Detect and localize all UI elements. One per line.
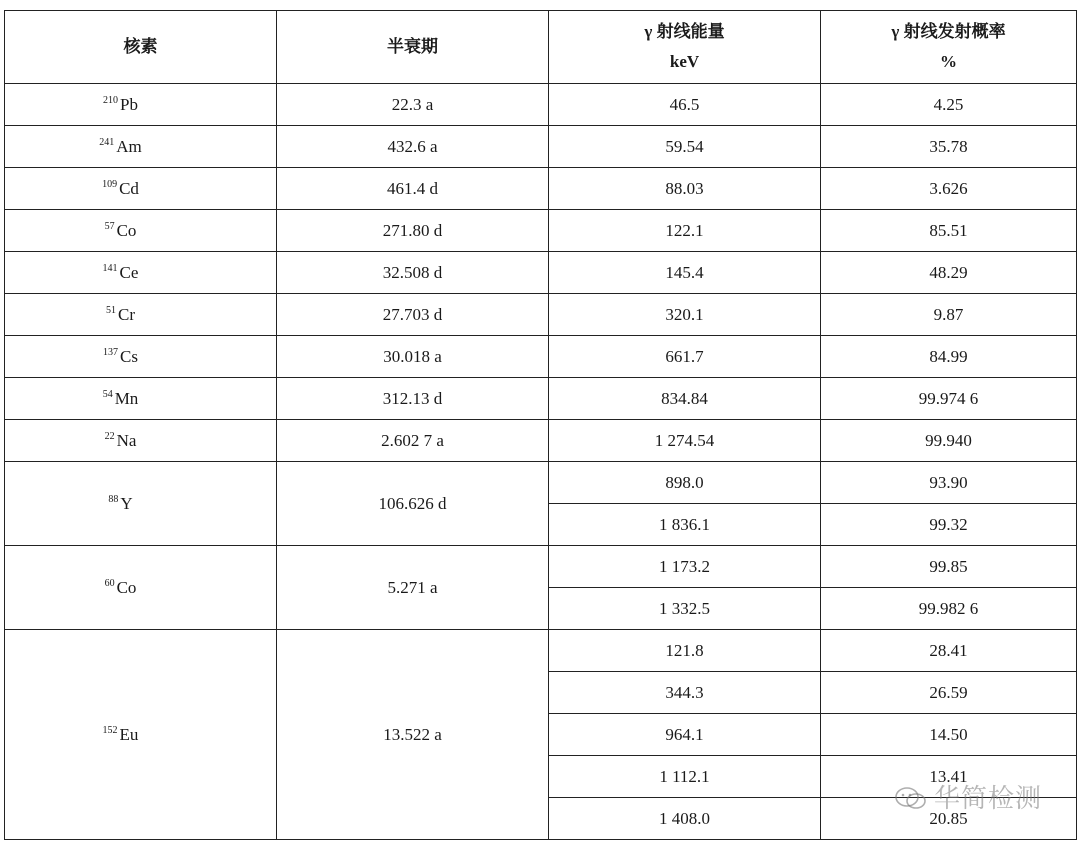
table-row <box>5 294 1077 336</box>
energy-cell: 1 112.1 <box>549 756 821 798</box>
header-gamma-energy-unit: keV <box>669 52 700 71</box>
half-life-cell: 5.271 a <box>277 546 549 630</box>
header-half-life: 半衰期 <box>277 11 549 84</box>
probability-cell: 4.25 <box>821 84 1077 126</box>
nuclide-cell <box>5 378 277 420</box>
table-row <box>5 252 1077 294</box>
half-life-cell: 32.508 d <box>277 252 549 294</box>
probability-cell: 99.85 <box>821 546 1077 588</box>
table-row <box>5 420 1077 462</box>
mass-number: 88 <box>108 493 119 505</box>
header-gamma-energy-label: γ 射线能量 <box>644 22 725 41</box>
probability-cell: 9.87 <box>821 294 1077 336</box>
energy-cell: 145.4 <box>549 252 821 294</box>
header-emission-probability-unit: % <box>940 52 957 71</box>
probability-cell: 99.940 <box>821 420 1077 462</box>
probability-cell: 93.90 <box>821 462 1077 504</box>
energy-cell: 121.8 <box>549 630 821 672</box>
mass-number: 22 <box>104 430 115 442</box>
half-life-cell: 22.3 a <box>277 84 549 126</box>
half-life-cell: 106.626 d <box>277 462 549 546</box>
half-life-cell: 271.80 d <box>277 210 549 252</box>
energy-cell: 88.03 <box>549 168 821 210</box>
wechat-icon <box>894 786 928 810</box>
element-symbol: Cd <box>119 178 139 198</box>
energy-cell: 122.1 <box>549 210 821 252</box>
energy-cell: 898.0 <box>549 462 821 504</box>
nuclide-cell <box>5 84 277 126</box>
probability-cell: 35.78 <box>821 126 1077 168</box>
mass-number: 241 <box>99 136 115 148</box>
energy-cell: 1 173.2 <box>549 546 821 588</box>
element-symbol: Na <box>116 430 137 450</box>
nuclide-cell <box>5 168 277 210</box>
nuclide-cell <box>5 294 277 336</box>
half-life-cell: 30.018 a <box>277 336 549 378</box>
energy-cell: 1 274.54 <box>549 420 821 462</box>
element-symbol: Eu <box>119 724 139 744</box>
header-emission-probability-label: γ 射线发射概率 <box>891 22 1006 41</box>
probability-cell: 99.32 <box>821 504 1077 546</box>
table-row <box>5 84 1077 126</box>
header-gamma-energy <box>549 11 821 84</box>
element-symbol: Cs <box>120 346 138 366</box>
element-symbol: Mn <box>114 388 139 408</box>
probability-cell: 28.41 <box>821 630 1077 672</box>
nuclide-cell <box>5 252 277 294</box>
mass-number: 152 <box>102 724 118 736</box>
table-row <box>5 546 1077 588</box>
nuclide-cell <box>5 126 277 168</box>
mass-number: 141 <box>102 262 118 274</box>
probability-cell: 13.41 <box>821 756 1077 798</box>
probability-cell: 14.50 <box>821 714 1077 756</box>
probability-cell: 99.974 6 <box>821 378 1077 420</box>
element-symbol: Pb <box>120 94 138 114</box>
energy-cell: 1 408.0 <box>549 798 821 840</box>
element-symbol: Am <box>116 136 142 156</box>
nuclide-data-table <box>4 10 1077 840</box>
table-row <box>5 378 1077 420</box>
probability-cell: 3.626 <box>821 168 1077 210</box>
header-nuclide: 核素 <box>5 11 277 84</box>
element-symbol: Co <box>116 577 137 597</box>
mass-number: 60 <box>104 577 115 589</box>
probability-cell: 84.99 <box>821 336 1077 378</box>
energy-cell: 344.3 <box>549 672 821 714</box>
half-life-cell: 432.6 a <box>277 126 549 168</box>
mass-number: 137 <box>103 346 119 358</box>
probability-cell: 20.85 <box>821 798 1077 840</box>
energy-cell: 661.7 <box>549 336 821 378</box>
half-life-cell: 2.602 7 a <box>277 420 549 462</box>
nuclide-cell <box>5 210 277 252</box>
element-symbol: Co <box>116 220 137 240</box>
half-life-cell: 13.522 a <box>277 630 549 840</box>
table-row <box>5 630 1077 672</box>
half-life-cell: 27.703 d <box>277 294 549 336</box>
table-row <box>5 168 1077 210</box>
element-symbol: Y <box>120 493 133 513</box>
mass-number: 109 <box>102 178 118 190</box>
mass-number: 51 <box>106 304 116 316</box>
nuclide-cell <box>5 336 277 378</box>
energy-cell: 834.84 <box>549 378 821 420</box>
half-life-cell: 461.4 d <box>277 168 549 210</box>
table-row <box>5 210 1077 252</box>
half-life-cell: 312.13 d <box>277 378 549 420</box>
energy-cell: 1 836.1 <box>549 504 821 546</box>
element-symbol: Ce <box>119 262 139 282</box>
nuclide-cell <box>5 420 277 462</box>
probability-cell: 48.29 <box>821 252 1077 294</box>
table-row <box>5 462 1077 504</box>
mass-number: 57 <box>104 220 115 232</box>
table-row <box>5 336 1077 378</box>
header-emission-probability <box>821 11 1077 84</box>
nuclide-cell <box>5 462 277 546</box>
table-row <box>5 126 1077 168</box>
probability-cell: 85.51 <box>821 210 1077 252</box>
element-symbol: Cr <box>118 304 135 324</box>
nuclide-cell <box>5 546 277 630</box>
nuclide-cell <box>5 630 277 840</box>
probability-cell: 99.982 6 <box>821 588 1077 630</box>
mass-number: 210 <box>103 94 119 106</box>
energy-cell: 1 332.5 <box>549 588 821 630</box>
energy-cell: 964.1 <box>549 714 821 756</box>
energy-cell: 46.5 <box>549 84 821 126</box>
energy-cell: 59.54 <box>549 126 821 168</box>
probability-cell: 26.59 <box>821 672 1077 714</box>
energy-cell: 320.1 <box>549 294 821 336</box>
watermark-text: 华简检测 <box>934 784 1043 814</box>
mass-number: 54 <box>102 388 113 400</box>
